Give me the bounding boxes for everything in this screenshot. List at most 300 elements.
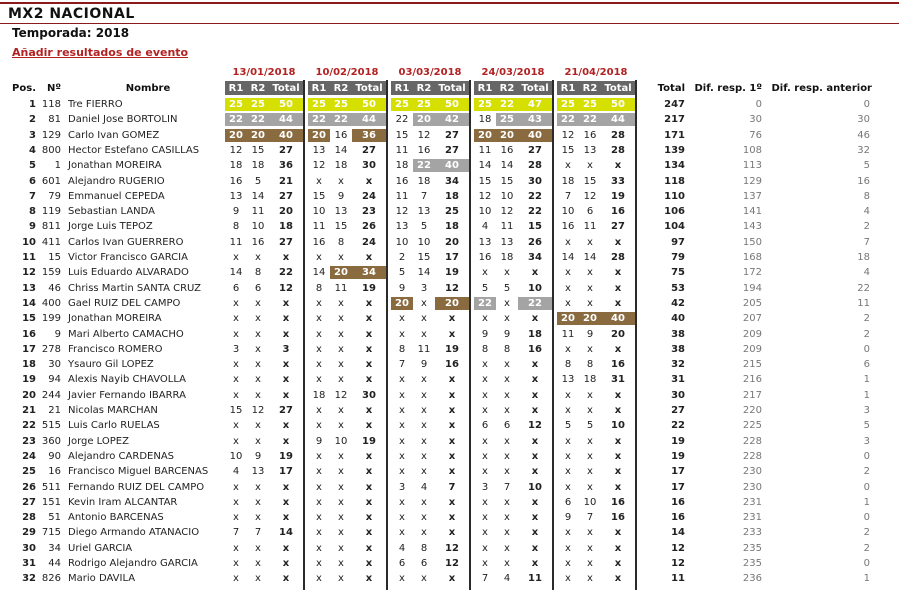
- row-dif-prev: 2: [863, 313, 870, 325]
- row-num: 129: [41, 129, 61, 141]
- event-4-r2: x: [504, 267, 510, 279]
- row-dif-prev: 6: [863, 359, 870, 371]
- event-3-r2: 4: [420, 481, 428, 493]
- event-3-r2: x: [421, 512, 427, 524]
- event-1-r1: 25: [229, 99, 243, 110]
- event-5-total: 28: [611, 252, 625, 263]
- event-1-total: 27: [279, 144, 293, 156]
- event-1-total: 14: [279, 527, 293, 539]
- row-dif-prev: 2: [863, 527, 870, 539]
- row-dif-prev: 5: [863, 420, 870, 432]
- event-1-total: x: [282, 313, 290, 325]
- event-4-r1: x: [482, 542, 488, 554]
- row-dif-first: 220: [742, 405, 762, 416]
- event-5-r2: x: [587, 297, 593, 309]
- event-5-total: x: [614, 343, 622, 355]
- page-title: MX2 NACIONAL: [8, 6, 135, 22]
- event-1-r2: x: [255, 328, 261, 340]
- event-5-r2: x: [587, 481, 593, 493]
- event-2-total: 24: [362, 236, 376, 248]
- table-row: [0, 235, 899, 250]
- event-2-total: 30: [362, 389, 376, 401]
- event-1-r2: 8: [254, 267, 262, 279]
- event-1-total: x: [282, 359, 290, 371]
- event-5-total: x: [614, 558, 622, 569]
- event-2-r1: x: [316, 542, 322, 554]
- event-2-r2: x: [338, 252, 344, 263]
- row-dif-first: 235: [742, 558, 762, 569]
- event-2-r2: 11: [334, 282, 348, 294]
- event-4-total: 22: [528, 190, 542, 202]
- event-2-r1: 11: [312, 221, 326, 233]
- event-4-r1: x: [482, 374, 488, 386]
- event-3-r2: 25: [417, 99, 431, 110]
- event-4-r1: 3: [481, 481, 489, 493]
- table-row: [0, 128, 899, 143]
- row-num: 159: [41, 267, 61, 279]
- row-pos: 5: [29, 160, 36, 172]
- event-4-r1: x: [482, 450, 488, 462]
- row-dif-prev: 22: [857, 282, 870, 294]
- row-dif-first: 231: [742, 512, 762, 524]
- row-num: 21: [48, 405, 61, 416]
- row-dif-prev: 1: [863, 389, 870, 401]
- event-4-r2: 6: [503, 420, 511, 432]
- row-dif-first: 172: [742, 267, 762, 279]
- event-3-total: 40: [445, 160, 459, 172]
- event-3-r1: x: [399, 573, 405, 585]
- row-dif-prev: 1: [863, 496, 870, 508]
- row-dif-first: 215: [742, 359, 762, 371]
- row-dif-prev: 0: [863, 481, 870, 493]
- event-5-r1: 25: [561, 99, 575, 110]
- event-1-r2: 5: [254, 175, 262, 187]
- event-1-r1: 3: [232, 343, 240, 355]
- event-4-total: 22: [528, 206, 542, 218]
- event-3-r2: 16: [417, 144, 431, 156]
- row-num: 360: [41, 435, 61, 447]
- row-pos: 3: [29, 129, 36, 141]
- event-4-r1: x: [482, 389, 488, 401]
- event-3-r1: 15: [395, 129, 409, 141]
- event-1-total: x: [282, 297, 290, 309]
- event-2-r2: x: [338, 420, 344, 432]
- event-4-r2: 22: [500, 99, 514, 110]
- row-dif-prev: 1: [863, 573, 870, 585]
- event-1-total: x: [282, 558, 290, 569]
- event-5-r1: x: [565, 466, 571, 478]
- table-row: [0, 541, 899, 556]
- event-3-r1: 9: [398, 282, 406, 294]
- row-season-total: 17: [671, 481, 685, 493]
- event-2-total: x: [365, 466, 373, 478]
- row-dif-first: 113: [742, 160, 762, 172]
- event-2-r2: x: [338, 466, 344, 478]
- event-4-r1: x: [482, 405, 488, 416]
- event-2-r2: 15: [334, 221, 348, 233]
- row-num: 79: [48, 190, 61, 202]
- event-4-r2: x: [504, 313, 510, 325]
- event-2-r2: 20: [334, 267, 348, 279]
- row-pos: 14: [22, 297, 36, 309]
- event-2-r2: 14: [334, 144, 348, 156]
- event-5-r1: 7: [564, 190, 572, 202]
- event-1-r2: x: [255, 512, 261, 524]
- event-5-total: 50: [611, 99, 625, 110]
- table-row: [0, 250, 899, 265]
- event-2-r1: 20: [312, 129, 326, 141]
- row-season-total: 247: [664, 99, 685, 110]
- event-5-r1: 11: [561, 328, 575, 340]
- row-name: Uriel GARCIA: [68, 542, 133, 554]
- event-5-total: x: [614, 542, 622, 554]
- event-5-r2: 16: [583, 129, 597, 141]
- event-2-total: 19: [362, 282, 376, 294]
- event-1-r1: x: [233, 389, 239, 401]
- event-3-r2: 12: [417, 129, 431, 141]
- event-3-r1: x: [399, 466, 405, 478]
- event-3-r1: 10: [395, 236, 409, 248]
- event-5-total: 16: [611, 359, 625, 371]
- row-dif-first: 30: [749, 114, 762, 126]
- row-name: Mario DAVILA: [68, 573, 136, 585]
- table-row: [0, 204, 899, 219]
- table-row: [0, 449, 899, 464]
- row-num: 118: [41, 99, 61, 110]
- event-1-total: x: [282, 420, 290, 432]
- row-num: 94: [48, 374, 61, 386]
- event-3-total: 27: [445, 129, 459, 141]
- event-3-total: x: [448, 466, 456, 478]
- event-2-r2: x: [338, 374, 344, 386]
- event-4-total: x: [531, 389, 539, 401]
- event-2-r1: 22: [312, 114, 326, 126]
- event-1-total: x: [282, 389, 290, 401]
- table-row: [0, 174, 899, 189]
- row-pos: 18: [22, 359, 36, 371]
- event-3-total: 7: [448, 481, 456, 493]
- event-3-r2-header: R2: [416, 83, 432, 94]
- row-season-total: 53: [671, 282, 685, 294]
- event-4-r1: x: [482, 527, 488, 539]
- row-name: Jonathan MOREIRA: [68, 160, 162, 172]
- event-3-r1: 22: [395, 114, 409, 126]
- event-3-r1: 16: [395, 175, 409, 187]
- event-5-r1: x: [565, 297, 571, 309]
- row-season-total: 118: [664, 175, 685, 187]
- event-5-r2: x: [587, 267, 593, 279]
- event-5-r2: x: [587, 466, 593, 478]
- event-1-r2: 10: [251, 221, 265, 233]
- event-4-r2: 15: [500, 175, 514, 187]
- row-num: 400: [41, 297, 61, 309]
- event-4-r2: 12: [500, 206, 514, 218]
- event-4-r1: 15: [478, 175, 492, 187]
- event-3-total: 34: [445, 175, 459, 187]
- event-1-total: x: [282, 542, 290, 554]
- event-4-r2: 13: [500, 236, 514, 248]
- table-row: [0, 158, 899, 173]
- row-num: 30: [48, 359, 61, 371]
- event-2-total: 30: [362, 160, 376, 172]
- event-5-r2: x: [587, 542, 593, 554]
- event-4-total: 27: [528, 144, 542, 156]
- row-name: Diego Armando ATANACIO: [68, 527, 200, 539]
- event-1-r1: x: [233, 435, 239, 447]
- row-name: Fernando RUIZ DEL CAMPO: [68, 481, 205, 493]
- event-2-total: 34: [362, 267, 376, 279]
- row-name: Mari Alberto CAMACHO: [68, 328, 184, 340]
- event-2-r1: 10: [312, 206, 326, 218]
- event-5-r1: x: [565, 343, 571, 355]
- table-row: [0, 143, 899, 158]
- table-row: [0, 342, 899, 357]
- event-1-r1: 13: [229, 190, 243, 202]
- row-season-total: 217: [664, 114, 685, 126]
- add-results-link[interactable]: Añadir resultados de evento: [12, 46, 189, 59]
- event-5-r1: x: [565, 389, 571, 401]
- event-3-r2: 11: [417, 343, 431, 355]
- event-1-r1: 10: [229, 450, 243, 462]
- event-3-r1-header: R1: [394, 83, 410, 94]
- row-name: Luis Eduardo ALVARADO: [68, 267, 189, 279]
- event-3-r1: x: [399, 435, 405, 447]
- event-2-r2: 9: [337, 190, 345, 202]
- row-pos: 11: [22, 252, 36, 263]
- event-4-r2: 9: [503, 328, 511, 340]
- event-2-total: 50: [362, 99, 376, 110]
- event-4-total: 30: [528, 175, 542, 187]
- event-1-r2: 6: [254, 282, 262, 294]
- event-5-r2: x: [587, 389, 593, 401]
- event-2-r1: x: [316, 328, 322, 340]
- row-dif-first: 205: [742, 297, 762, 309]
- event-3-r2: x: [421, 450, 427, 462]
- event-3-r1: x: [399, 374, 405, 386]
- event-1-r2: x: [255, 573, 261, 585]
- event-4-r1: 18: [478, 114, 492, 126]
- row-season-total: 12: [671, 542, 685, 554]
- row-dif-prev: 0: [863, 558, 870, 569]
- event-3-total: 50: [445, 99, 459, 110]
- row-pos: 29: [22, 527, 36, 539]
- event-date-4: 24/03/2018: [481, 67, 545, 78]
- event-5-total: 40: [611, 313, 625, 325]
- row-season-total: 12: [671, 558, 685, 569]
- row-dif-first: 216: [742, 374, 762, 386]
- event-5-r1-header: R1: [560, 83, 576, 94]
- event-4-r1: 7: [481, 573, 489, 585]
- event-4-total: 26: [528, 236, 542, 248]
- event-1-r2: 7: [254, 527, 262, 539]
- row-pos: 26: [22, 481, 36, 493]
- event-3-r1: 25: [395, 99, 409, 110]
- event-2-total: x: [365, 359, 373, 371]
- event-5-r1: 5: [564, 420, 572, 432]
- event-4-r2: 14: [500, 160, 514, 172]
- header-num: Nº: [46, 83, 61, 94]
- row-season-total: 19: [671, 435, 685, 447]
- row-name: Jonathan MOREIRA: [68, 313, 162, 325]
- row-dif-first: 225: [742, 420, 762, 432]
- row-dif-first: 230: [742, 481, 762, 493]
- event-5-total: x: [614, 267, 622, 279]
- event-3-r1: x: [399, 496, 405, 508]
- row-season-total: 40: [671, 313, 685, 325]
- row-name: Hector Estefano CASILLAS: [68, 144, 200, 156]
- event-4-r1: 11: [478, 144, 492, 156]
- event-2-total: x: [365, 573, 373, 585]
- event-3-total: 19: [445, 267, 459, 279]
- event-2-total: x: [365, 496, 373, 508]
- event-date-2: 10/02/2018: [315, 67, 379, 78]
- event-4-total: x: [531, 313, 539, 325]
- event-2-r1: x: [316, 175, 322, 187]
- event-2-total: 23: [362, 206, 376, 218]
- event-5-r1: x: [565, 450, 571, 462]
- event-5-r1: 10: [561, 206, 575, 218]
- row-dif-first: 217: [742, 389, 762, 401]
- event-3-r1: x: [399, 328, 405, 340]
- event-3-r1: x: [399, 450, 405, 462]
- event-1-r2-header: R2: [250, 83, 266, 94]
- event-2-r2: x: [338, 481, 344, 493]
- row-dif-first: 233: [742, 527, 762, 539]
- event-3-total: x: [448, 374, 456, 386]
- event-3-r1: x: [399, 527, 405, 539]
- table-row: [0, 418, 899, 433]
- event-4-r1: 14: [478, 160, 492, 172]
- row-dif-prev: 18: [857, 252, 870, 263]
- row-num: 411: [41, 236, 61, 248]
- event-5-r2: x: [587, 435, 593, 447]
- event-5-r2-header: R2: [582, 83, 598, 94]
- event-5-total-header: Total: [604, 83, 632, 94]
- event-1-r1: 9: [232, 206, 240, 218]
- event-2-r1: x: [316, 450, 322, 462]
- event-4-total: 12: [528, 420, 542, 432]
- event-5-total: 16: [611, 206, 625, 218]
- table-row: [0, 189, 899, 204]
- event-3-r2: 22: [417, 160, 431, 172]
- event-2-r1: x: [316, 512, 322, 524]
- event-4-r2: x: [504, 359, 510, 371]
- event-1-r1: 12: [229, 144, 243, 156]
- event-2-total: 19: [362, 435, 376, 447]
- event-5-r1: x: [565, 558, 571, 569]
- event-2-r2: 22: [334, 114, 348, 126]
- event-1-total: 44: [279, 114, 293, 126]
- event-3-r1: 20: [395, 297, 409, 309]
- event-3-r1: 3: [398, 481, 406, 493]
- row-pos: 15: [22, 313, 36, 325]
- event-5-r2: 10: [583, 496, 597, 508]
- event-1-r1: 6: [232, 282, 240, 294]
- event-4-r1: 13: [478, 236, 492, 248]
- event-5-r1: x: [565, 573, 571, 585]
- event-3-r2: x: [421, 297, 427, 309]
- row-num: 244: [41, 389, 61, 401]
- event-2-total: x: [365, 527, 373, 539]
- event-5-r2: 18: [583, 374, 597, 386]
- event-5-r1: x: [565, 435, 571, 447]
- event-4-r1: 9: [481, 328, 489, 340]
- row-dif-prev: 2: [863, 542, 870, 554]
- event-1-r2: x: [255, 435, 261, 447]
- event-4-r2: x: [504, 527, 510, 539]
- row-season-total: 16: [671, 496, 685, 508]
- event-1-r1: 22: [229, 114, 243, 126]
- event-3-total: x: [448, 435, 456, 447]
- row-dif-prev: 5: [863, 160, 870, 172]
- event-3-total: 18: [445, 221, 459, 233]
- event-5-r2: 8: [586, 359, 594, 371]
- event-1-r1: x: [233, 374, 239, 386]
- event-3-total-header: Total: [438, 83, 466, 94]
- event-2-r1: 14: [312, 267, 326, 279]
- event-1-r1: 18: [229, 160, 243, 172]
- event-2-r1: 13: [312, 144, 326, 156]
- event-1-total: x: [282, 252, 290, 263]
- event-3-total: x: [448, 389, 456, 401]
- event-3-r1: x: [399, 512, 405, 524]
- header-season-total: Total: [657, 83, 685, 94]
- row-name: Nicolas MARCHAN: [68, 405, 158, 416]
- event-3-r2: 15: [417, 252, 431, 263]
- event-3-total: x: [448, 496, 456, 508]
- event-1-r2: 9: [254, 450, 262, 462]
- event-1-r2: x: [255, 481, 261, 493]
- event-3-total: x: [448, 450, 456, 462]
- row-season-total: 75: [671, 267, 685, 279]
- event-1-r2: 20: [251, 129, 265, 141]
- event-3-r1: 7: [398, 359, 406, 371]
- event-4-r2: x: [504, 450, 510, 462]
- event-3-total: 12: [445, 558, 459, 569]
- event-2-r2: x: [338, 573, 344, 585]
- event-1-r1: x: [233, 496, 239, 508]
- event-5-r1: x: [565, 267, 571, 279]
- row-dif-first: 207: [742, 313, 762, 325]
- event-3-r2: x: [421, 405, 427, 416]
- row-dif-first: 76: [749, 129, 762, 141]
- event-3-total: 17: [445, 252, 459, 263]
- event-2-total: 36: [362, 129, 376, 141]
- event-4-r1: x: [482, 313, 488, 325]
- row-pos: 27: [22, 496, 36, 508]
- event-1-r2: x: [255, 313, 261, 325]
- event-4-r1: 6: [481, 420, 489, 432]
- event-4-r2: 10: [500, 190, 514, 202]
- row-season-total: 31: [671, 374, 685, 386]
- event-2-r1: x: [316, 573, 322, 585]
- event-4-r2: x: [504, 435, 510, 447]
- row-num: 511: [41, 481, 61, 493]
- event-1-r2: 18: [251, 160, 265, 172]
- event-3-r2: 6: [420, 558, 428, 569]
- event-3-total: x: [448, 405, 456, 416]
- event-4-r2: 11: [500, 221, 514, 233]
- event-5-total: 28: [611, 129, 625, 141]
- event-3-r2: x: [421, 496, 427, 508]
- event-5-total: x: [614, 450, 622, 462]
- event-4-total: 16: [528, 343, 542, 355]
- event-1-total: 22: [279, 267, 293, 279]
- event-2-r2: x: [338, 405, 344, 416]
- event-5-r1: x: [565, 282, 571, 294]
- event-1-total: 27: [279, 190, 293, 202]
- row-pos: 8: [29, 206, 36, 218]
